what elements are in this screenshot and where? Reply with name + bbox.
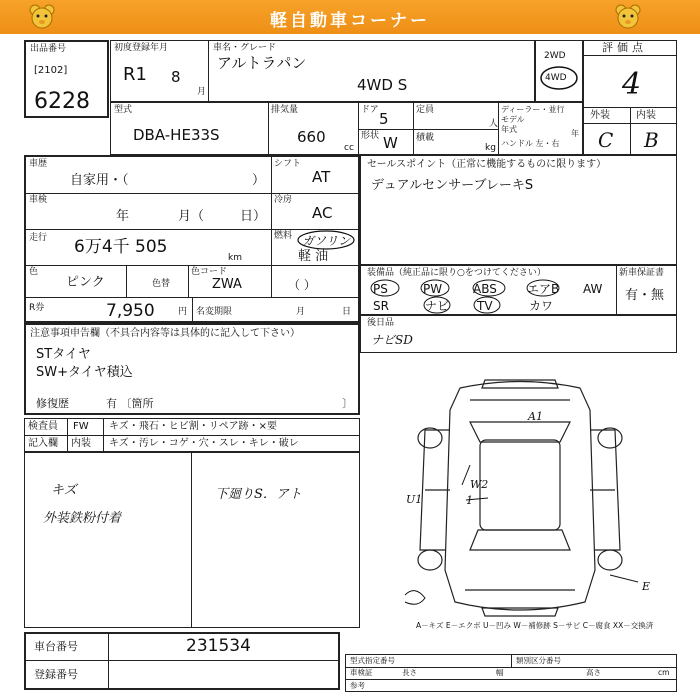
check-box — [24, 418, 360, 452]
color-change-label: 色替 — [152, 279, 171, 289]
color-code-label: 色コード — [191, 267, 228, 277]
fuel-gas: ガソリン — [302, 234, 351, 248]
interior-label: 内装 — [71, 438, 91, 449]
int-value: B — [644, 128, 659, 152]
capacity-label: 定員 — [416, 105, 435, 115]
sales-label: セールスポイント（正常に機能するものに限ります） — [367, 159, 607, 170]
inspection-year: 年 — [116, 209, 130, 224]
remarks-box — [24, 452, 360, 628]
mark-w2: W2 — [470, 478, 489, 491]
doors-label: ドア — [361, 105, 379, 115]
top-row — [110, 40, 535, 102]
fuel-paren: （ ） — [288, 278, 316, 292]
equip-pw: PW — [423, 282, 443, 296]
ext-label: 外装 — [590, 110, 610, 121]
color-value: ピンク — [66, 275, 105, 290]
inspection-month: 月（ — [178, 209, 205, 224]
equip-ps: PS — [373, 282, 388, 296]
equip-sr: SR — [373, 299, 389, 313]
fw-items: キズ・飛石・ヒビ割・リペア跡・×要 — [109, 421, 277, 432]
equipment-box — [360, 265, 677, 315]
model-year-label: モデル — [501, 115, 525, 124]
fuel-light: 軽 油 — [298, 249, 329, 264]
notes-label: 注意事項申告欄（不具合内容等は具体的に記入して下さい） — [30, 328, 300, 339]
equip-abs: ABS — [473, 282, 497, 296]
lot-number: 6228 — [34, 89, 90, 114]
notes-line2: SW+タイヤ積込 — [36, 365, 133, 380]
repair-value: 有 〔箇所 — [106, 397, 154, 410]
displacement-value: 660 — [297, 128, 326, 146]
mileage-label: 走行 — [29, 233, 48, 243]
int-items: キズ・汚レ・コゲ・穴・スレ・キレ・破レ — [109, 438, 299, 449]
r-ticket-unit: 円 — [178, 307, 188, 317]
registration-month: 月 — [296, 307, 306, 317]
score-label: 評価点 — [602, 41, 647, 54]
aircon-label: 冷房 — [274, 195, 293, 205]
bottom-table — [345, 654, 677, 692]
first-reg-label: 初度登録年月 — [114, 43, 169, 53]
page-title: 軽自動車コーナー — [270, 11, 430, 31]
legend: A－キズ E－エクボ U－凹み W－補修跡 S－サビ C－腐食 XX－交換済 — [416, 621, 654, 630]
inspection-day: 日） — [240, 209, 267, 224]
recycle-value: 有・無 — [625, 288, 665, 303]
remark-left2: 外装鉄粉付着 — [43, 511, 122, 526]
year-label: 年式 — [501, 125, 517, 134]
shift-value: AT — [312, 168, 331, 186]
fw-label: FW — [73, 421, 89, 432]
car-grade: 4WD S — [357, 76, 408, 94]
r-ticket-label: R券 — [29, 303, 45, 313]
mileage-value: 6万4千 505 — [74, 237, 168, 257]
color-label: 色 — [29, 267, 39, 277]
displacement-unit: cc — [344, 143, 354, 153]
fuel-circle-icon — [296, 229, 356, 251]
cm-unit: cm — [658, 668, 670, 677]
reg-label: 登録番号 — [34, 668, 78, 681]
dealer-label: ディーラー・並行 — [501, 105, 565, 114]
history-label: 車歴 — [29, 159, 48, 169]
history-close: ） — [252, 173, 266, 188]
notes-box — [24, 323, 360, 415]
spec-row — [110, 102, 583, 155]
equipment-label: 装備品（純正品に限り○をつけてください） — [367, 268, 546, 278]
score-box — [583, 40, 677, 155]
car-label: 車名・グレード — [213, 43, 277, 53]
displacement-label: 排気量 — [271, 105, 299, 115]
header-banner — [0, 0, 700, 34]
sales-box — [360, 155, 677, 265]
after-value: ナビSD — [371, 333, 413, 347]
r-ticket-value: 7,950 — [106, 301, 155, 321]
equip-navi: ナビ — [425, 299, 450, 313]
repair-close: 〕 — [342, 397, 353, 410]
int-label: 内装 — [636, 110, 656, 121]
type-spec-label: 型式指定番号 — [350, 656, 395, 665]
equip-aw: AW — [583, 282, 603, 296]
mark-u1: U1 — [406, 493, 423, 506]
chassis-value: 231534 — [186, 636, 251, 656]
lot-sub: [2102] — [34, 65, 68, 76]
after-box — [360, 315, 677, 353]
drive-4wd: 4WD — [545, 73, 567, 83]
drive-2wd: 2WD — [544, 51, 566, 61]
ext-value: C — [598, 128, 614, 152]
ref-label: 参考 — [350, 681, 365, 690]
notes-line1: STタイヤ — [36, 347, 91, 362]
inspection-label: 車検 — [29, 195, 48, 205]
chassis-box — [24, 632, 340, 690]
first-reg-month-unit: 月 — [197, 87, 207, 97]
model-value: DBA-HE33S — [133, 126, 220, 144]
recycle-label: 新車保証書 — [619, 268, 665, 278]
mileage-unit: km — [228, 253, 242, 263]
first-reg-era: R1 — [123, 64, 147, 85]
lot-box — [24, 40, 109, 118]
shift-label: シフト — [274, 159, 302, 169]
shape-value: W — [383, 134, 398, 152]
shape-label: 形状 — [361, 131, 380, 141]
registration-day: 日 — [342, 307, 352, 317]
sales-value: デュアルセンサーブレーキS — [371, 178, 534, 193]
bear-logo-icon — [614, 3, 642, 31]
handle-label: ハンドル 左・右 — [501, 139, 560, 148]
first-reg-month: 8 — [171, 68, 181, 86]
info-block — [24, 155, 360, 323]
capacity-unit: 人 — [489, 119, 499, 129]
equip-tv: TV — [477, 299, 493, 313]
mark-e: E — [642, 580, 651, 593]
equip-leather: カワ — [529, 299, 554, 313]
equipment-circles-icon — [361, 266, 617, 316]
remark-left1: キズ — [51, 483, 77, 498]
shaken-label: 車検証 — [350, 668, 373, 677]
model-label: 型式 — [114, 105, 133, 115]
chassis-label: 車台番号 — [34, 640, 78, 653]
load-unit: kg — [485, 143, 496, 153]
color-code: ZWA — [212, 277, 242, 292]
height-label: 高さ — [586, 668, 601, 677]
class-label: 類別区分番号 — [516, 656, 561, 665]
drive-box — [535, 40, 583, 102]
year-unit: 年 — [571, 129, 579, 138]
width-label: 幅 — [496, 668, 504, 677]
remark-right: 下廻りS．アト — [215, 487, 302, 502]
aircon-value: AC — [312, 204, 333, 222]
load-label: 積載 — [416, 133, 435, 143]
check-label: 検査員 — [28, 421, 58, 432]
registration-label: 名変期限 — [196, 307, 233, 317]
doors-value: 5 — [379, 110, 389, 128]
car-name: アルトラパン — [217, 54, 307, 72]
note-label: 記入欄 — [28, 438, 58, 449]
score-value: 4 — [622, 67, 642, 102]
mark-a1: A1 — [528, 410, 543, 423]
equip-airbag: エアB — [527, 282, 560, 296]
after-label: 後日品 — [367, 318, 395, 328]
mark-1: 1 — [466, 494, 473, 507]
repair-label: 修復歴 — [36, 397, 69, 410]
history-value: 自家用・（ — [70, 173, 129, 188]
lot-label: 出品番号 — [30, 44, 67, 54]
length-label: 長さ — [402, 668, 417, 677]
fuel-label: 燃料 — [274, 231, 293, 241]
